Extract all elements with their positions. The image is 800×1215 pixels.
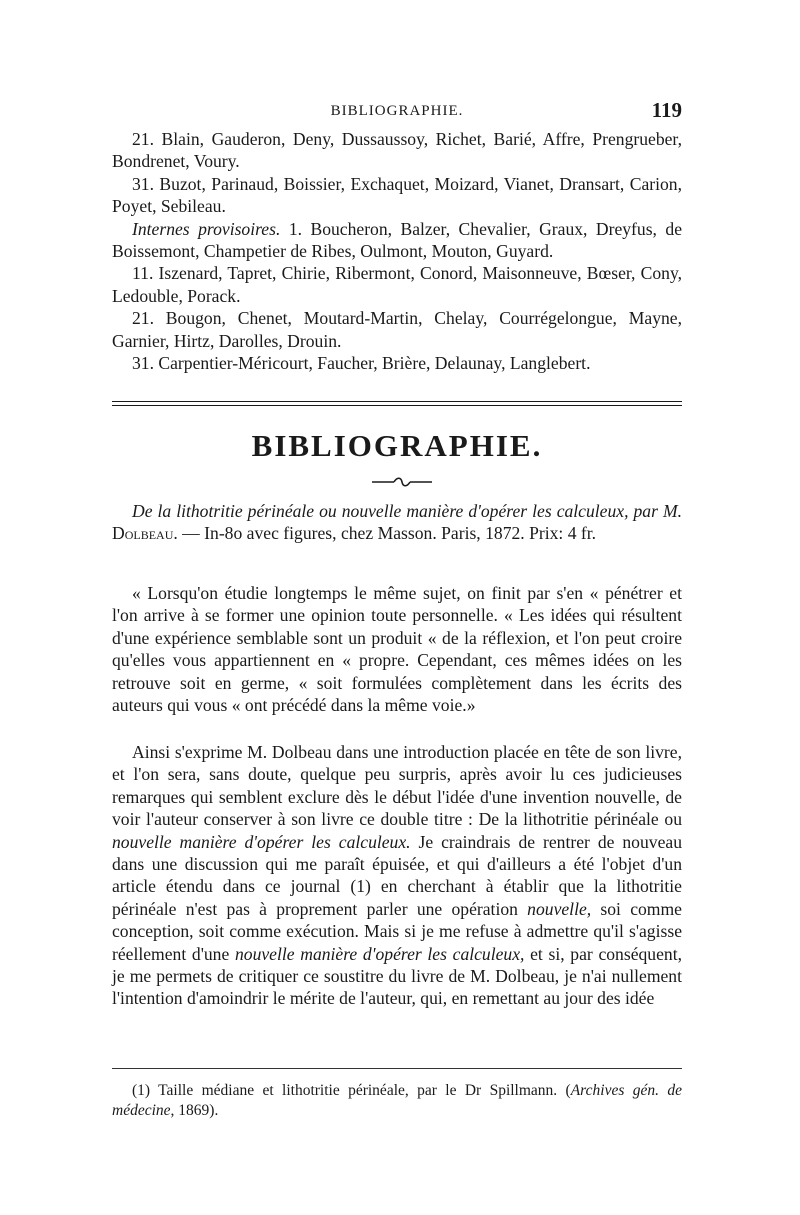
footnote-divider bbox=[112, 1068, 682, 1069]
footnote-end: , 1869). bbox=[170, 1102, 219, 1119]
footnote-text: (1) Taille médiane et lithotritie périnéale, par le Dr Spillmann. ( bbox=[132, 1082, 571, 1099]
italic-phrase: nouvelle, bbox=[527, 898, 592, 919]
book-author: Dolbeau. bbox=[112, 523, 178, 544]
body-paragraph: Ainsi s'exprime M. Dolbeau dans une introduction placée en tête de son livre, et l'on sera, sans doute, quelque peu surpris, après avoir lu ces judicieuses remarques qui semblent exclure dès le début l'idée d'une invention nouvelle, de voir l'auteur conserver à son livre ce double titre : De la lithotritie périnéale ou nouvelle manière d'opérer les calculeux. Je craindrais de rentrer de nouveau dans une discussion qui me paraît épuisée, et qui d'ailleurs a été l'objet d'un article étendu dans ce journal (1) en cherchant à établir que la lithotritie périnéale n'est pas à proprement parler une opération nouvelle, soi comme conception, soit comme exécution. Mais si je me refuse à admettre qu'il s'agisse réellement d'une nouvelle manière d'opérer les calculeux, et si, par conséquent, je me permets de critiquer ce soustitre du livre de M. Dolbeau, je n'ai nullement l'intention d'amoindrir le mérite de l'auteur, qui, en remettant au jour des idée bbox=[112, 742, 682, 1009]
book-details: — In-8o avec figures, chez Masson. Paris, 1872. Prix: 4 fr. bbox=[177, 523, 597, 544]
internes-text: 1. Boucheron, Balzer, Chevalier, Graux, Dreyfus, de Boissemont, Champetier de Ribes, Oulmont, Mouton, Guyard. bbox=[112, 218, 682, 262]
italic-phrase: nouvelle manière d'opérer les calculeux. bbox=[112, 831, 411, 852]
list-item: 31. Buzot, Parinaud, Boissier, Exchaquet, Moizard, Vianet, Dransart, Carion, Poyet, Sebileau. bbox=[112, 173, 682, 217]
list-item: 21. Bougon, Chenet, Moutard-Martin, Chelay, Courrégelongue, Mayne, Garnier, Hirtz, Darolles, Drouin. bbox=[112, 308, 682, 351]
page-number: 119 bbox=[651, 98, 682, 122]
list-item: 11. Iszenard, Tapret, Chirie, Ribermont, Conord, Maisonneuve, Bœser, Cony, Ledouble, Porack. bbox=[112, 263, 682, 306]
review-heading bbox=[112, 500, 682, 545]
running-title: BIBLIOGRAPHIE. bbox=[330, 103, 464, 119]
section-divider bbox=[112, 401, 682, 402]
list-item bbox=[112, 218, 682, 263]
running-head bbox=[112, 98, 682, 124]
ornament-icon bbox=[370, 476, 434, 488]
quote-text: « Lorsqu'on étudie longtemps le même sujet, on finit par s'en « pénétrer et l'on arrive à se former une opinion toute personnelle. « Les idées qui résultent d'une expérience semblable sont un produit « de la réflexion, et l'on peut croire qu'elles vous appartiennent en « propre. Cependant, ces mêmes idées on les retrouve soit en germe, « soit formulées complètement dans les écrits des auteurs qui vous « ont précédé dans la même voie.» bbox=[112, 583, 682, 716]
epigraph-quote bbox=[112, 582, 682, 716]
section-divider bbox=[112, 405, 682, 406]
footnote-journal: Archives gén. de médecine bbox=[112, 1082, 682, 1119]
italic-phrase: nouvelle manière d'opérer les calculeux, bbox=[234, 943, 525, 964]
section-title: BIBLIOGRAPHIE. bbox=[251, 428, 543, 463]
footnote bbox=[112, 1081, 682, 1121]
list-item: 21. Blain, Gauderon, Deny, Dussaussoy, Richet, Barié, Affre, Prengrueber, Bondrenet, Voury. bbox=[112, 129, 682, 172]
internes-label: Internes provisoires. bbox=[132, 218, 281, 239]
review-body bbox=[112, 741, 682, 1010]
list-item: 31. Carpentier-Méricourt, Faucher, Brière, Delaunay, Langlebert. bbox=[132, 353, 591, 374]
appointment-list bbox=[112, 128, 682, 374]
book-title: De la lithotritie périnéale ou nouvelle manière d'opérer les calculeux, par M. bbox=[132, 501, 682, 521]
